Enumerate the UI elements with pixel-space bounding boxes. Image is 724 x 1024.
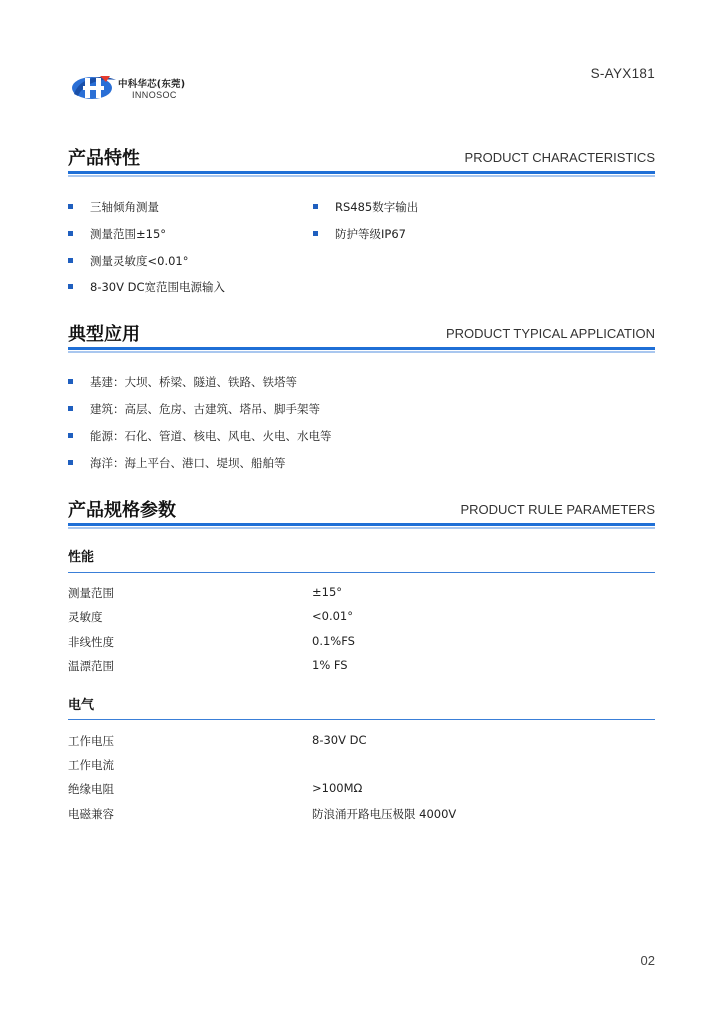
list-item: 建筑：高层、危房、古建筑、塔吊、脚手架等 <box>90 401 320 417</box>
param-value: 0.1%FS <box>312 634 355 648</box>
list-item: 三轴倾角测量 <box>90 199 159 215</box>
section-rule-light <box>68 527 655 529</box>
param-group-rule <box>68 719 655 720</box>
logo-english-text: INNOSOC <box>132 90 177 100</box>
param-group-title-performance: 性能 <box>68 550 95 565</box>
bullet-square-icon <box>68 406 73 411</box>
document-code: S-AYX181 <box>590 66 655 81</box>
list-item: 防护等级IP67 <box>335 226 406 242</box>
param-label: 工作电压 <box>68 734 114 748</box>
bullet-square-icon <box>68 258 73 263</box>
param-group-rule <box>68 572 655 573</box>
bullet-square-icon <box>68 433 73 438</box>
param-value: <0.01° <box>312 609 353 623</box>
section-rule <box>68 523 655 526</box>
bullet-square-icon <box>68 284 73 289</box>
param-value: 8-30V DC <box>312 733 367 747</box>
bullet-square-icon <box>313 204 318 209</box>
logo-chinese-text: 中科华芯(东莞) <box>118 79 186 90</box>
param-label: 绝缘电阻 <box>68 782 114 796</box>
bullet-square-icon <box>68 204 73 209</box>
section-rule-light <box>68 175 655 177</box>
section-rule <box>68 347 655 350</box>
section-subtitle-application: PRODUCT TYPICAL APPLICATION <box>445 326 655 341</box>
list-item: 测量灵敏度<0.01° <box>90 253 189 269</box>
page-number: 02 <box>640 953 655 968</box>
section-rule-light <box>68 351 655 353</box>
list-item: 基建：大坝、桥梁、隧道、铁路、铁塔等 <box>90 374 297 390</box>
bullet-square-icon <box>313 231 318 236</box>
list-item: 测量范围±15° <box>90 226 166 242</box>
bullet-square-icon <box>68 460 73 465</box>
list-item: 海洋：海上平台、港口、堤坝、船舶等 <box>90 455 286 471</box>
param-label: 温漂范围 <box>68 659 114 673</box>
section-subtitle-characteristics: PRODUCT CHARACTERISTICS <box>464 150 655 165</box>
section-title-characteristics: 产品特性 <box>68 148 140 169</box>
bullet-square-icon <box>68 231 73 236</box>
param-label: 测量范围 <box>68 586 114 600</box>
section-subtitle-parameters: PRODUCT RULE PARAMETERS <box>460 502 655 517</box>
section-title-parameters: 产品规格参数 <box>68 500 176 521</box>
company-logo <box>70 72 195 102</box>
list-item: RS485数字输出 <box>335 199 418 215</box>
param-value: 1% FS <box>312 658 348 672</box>
param-group-title-electrical: 电气 <box>68 698 95 713</box>
section-title-application: 典型应用 <box>68 324 140 345</box>
param-value: ±15° <box>312 585 343 599</box>
list-item: 8-30V DC宽范围电源输入 <box>90 279 225 295</box>
param-value: >100MΩ <box>312 781 363 795</box>
param-label: 电磁兼容 <box>68 807 114 821</box>
param-label: 非线性度 <box>68 635 114 649</box>
section-rule <box>68 171 655 174</box>
param-label: 工作电流 <box>68 758 114 772</box>
param-label: 灵敏度 <box>68 610 103 624</box>
list-item: 能源：石化、管道、核电、风电、火电、水电等 <box>90 428 332 444</box>
logo-mark-icon <box>70 72 118 102</box>
param-value: 防浪涌开路电压极限 4000V <box>312 807 457 821</box>
bullet-square-icon <box>68 379 73 384</box>
